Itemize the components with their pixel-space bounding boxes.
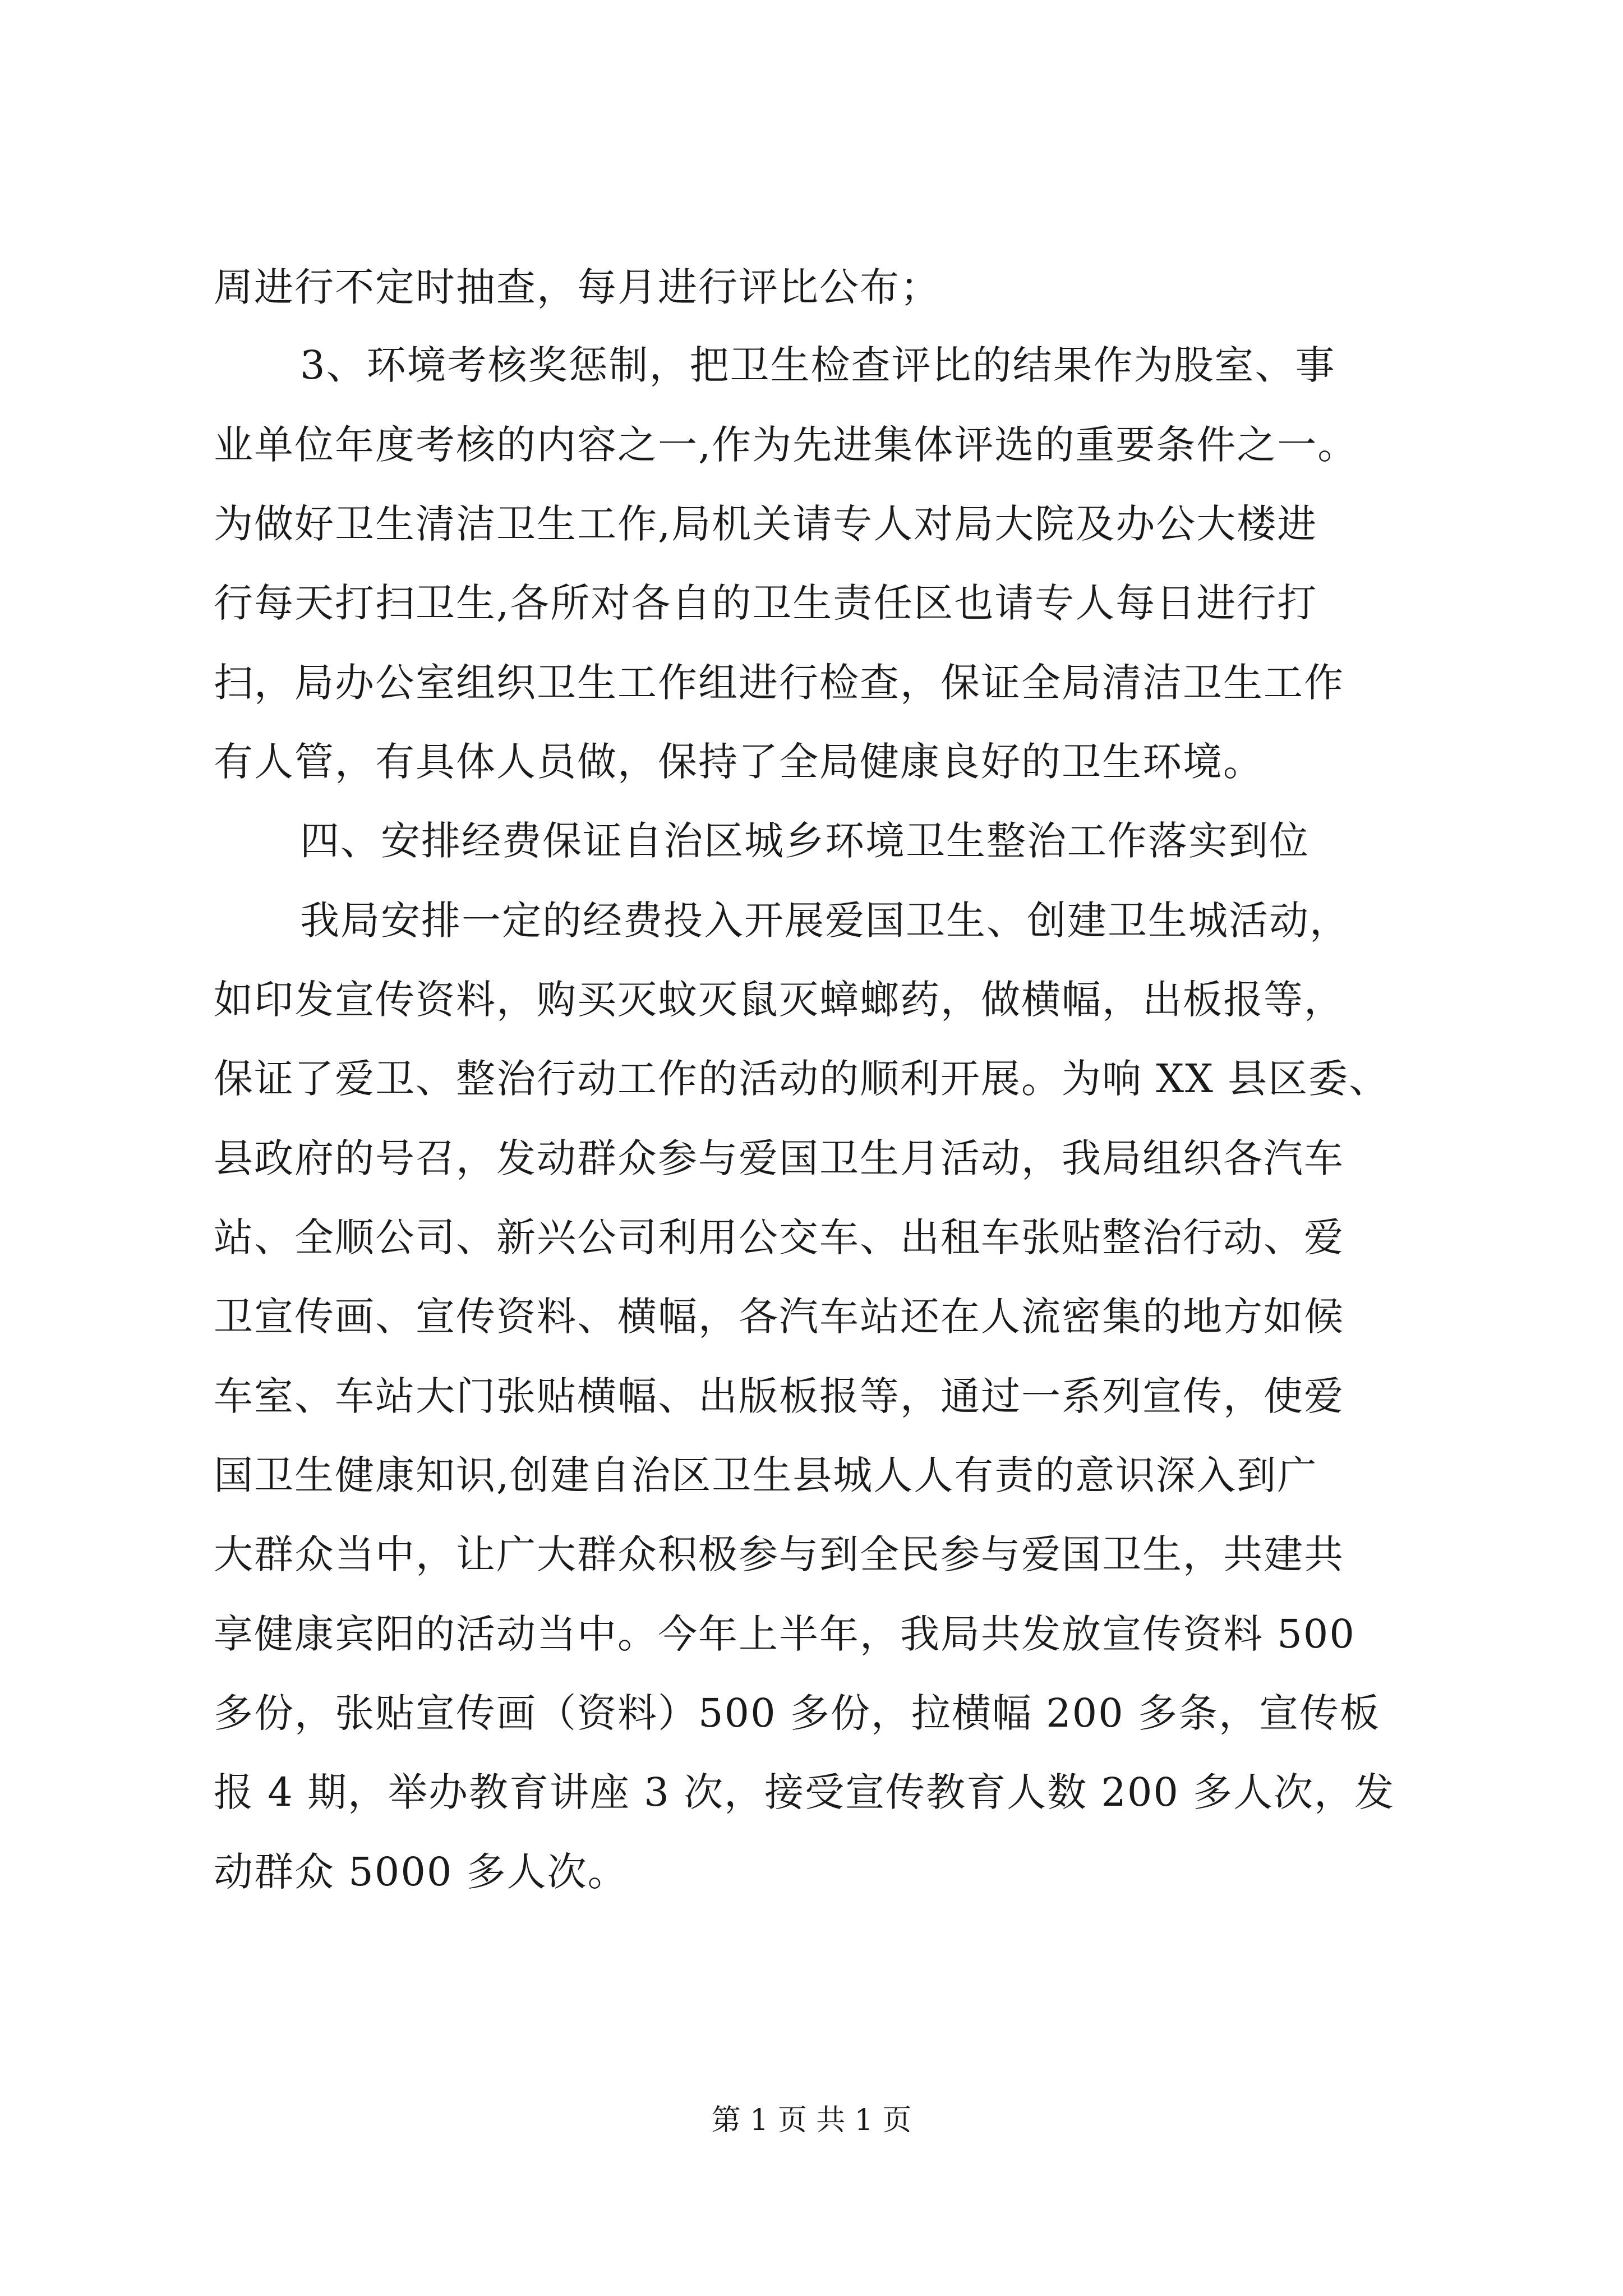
text-line-5: 行每天打扫卫生,各所对各自的卫生责任区也请专人每日进行打 <box>214 580 1318 626</box>
section-heading: 四、安排经费保证自治区城乡环境卫生整治工作落实到位 <box>300 818 1310 864</box>
text-line-9: 我局安排一定的经费投入开展爱国卫生、创建卫生城活动， <box>300 898 1350 944</box>
text-line-1: 周进行不定时抽查，每月进行评比公布； <box>214 264 940 310</box>
text-line-12: 县政府的号召，发动群众参与爱国卫生月活动，我局组织各汽车 <box>214 1135 1344 1181</box>
page-footer: 第 1 页 共 1 页 <box>711 2104 912 2137</box>
text-line-20: 报 4 期，举办教育讲座 3 次，接受宣传教育人数 200 多人次，发 <box>214 1769 1395 1815</box>
text-line-17: 大群众当中，让广大群众积极参与到全民参与爱国卫生，共建共 <box>214 1531 1344 1577</box>
text-line-15: 车室、车站大门张贴横幅、出版板报等，通过一系列宣传，使爱 <box>214 1373 1344 1419</box>
text-line-10: 如印发宣传资料，购买灭蚊灭鼠灭蟑螂药，做横幅，出板报等， <box>214 977 1344 1023</box>
text-line-16: 国卫生健康知识,创建自治区卫生县城人人有责的意识深入到广 <box>214 1452 1318 1498</box>
text-line-2: 3、环境考核奖惩制，把卫生检查评比的结果作为股室、事 <box>300 342 1336 388</box>
text-line-18: 享健康宾阳的活动当中。今年上半年，我局共发放宣传资料 500 <box>214 1611 1355 1657</box>
text-line-19: 多份，张贴宣传画（资料）500 多份，拉横幅 200 多条，宣传板 <box>214 1690 1380 1736</box>
text-line-4: 为做好卫生清洁卫生工作,局机关请专人对局大院及办公大楼进 <box>214 501 1318 547</box>
text-line-7: 有人管，有具体人员做，保持了全局健康良好的卫生环境。 <box>214 739 1264 785</box>
text-line-11: 保证了爱卫、整治行动工作的活动的顺利开展。为响 XX 县区委、 <box>214 1056 1390 1102</box>
text-line-21: 动群众 5000 多人次。 <box>214 1849 628 1895</box>
text-line-14: 卫宣传画、宣传资料、横幅，各汽车站还在人流密集的地方如候 <box>214 1294 1344 1340</box>
text-line-6: 扫，局办公室组织卫生工作组进行检查，保证全局清洁卫生工作 <box>214 660 1344 706</box>
text-line-3: 业单位年度考核的内容之一,作为先进集体评选的重要条件之一。 <box>214 422 1358 468</box>
text-line-13: 站、全顺公司、新兴公司利用公交车、出租车张贴整治行动、爱 <box>214 1214 1344 1260</box>
